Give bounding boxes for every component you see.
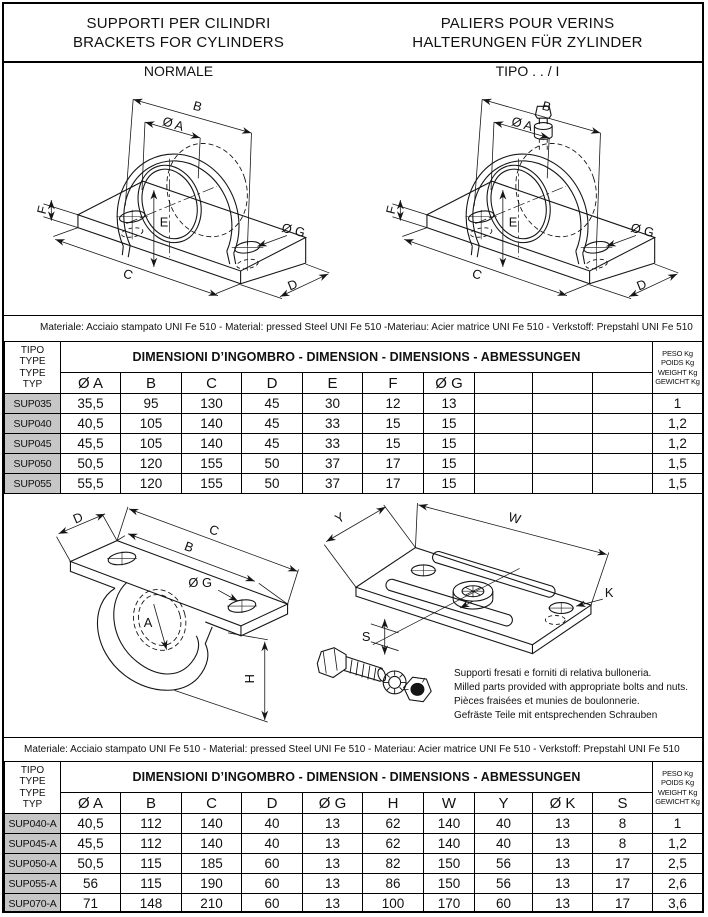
value-cell: 13 (303, 854, 363, 874)
value-cell: 35,5 (61, 394, 121, 414)
drawing-tipo-i-bracket (353, 84, 702, 314)
value-cell: 140 (182, 814, 242, 834)
dim-label-y: Y (332, 509, 348, 527)
variant-label-normale: NORMALE (143, 63, 214, 79)
dim-label-diam-a: Ø A (509, 113, 535, 134)
value-cell: 15 (424, 454, 475, 474)
value-cell: 13 (533, 814, 593, 834)
value-cell: 62 (363, 834, 424, 854)
dim-label-b: B (191, 97, 204, 115)
value-cell: 50 (242, 454, 303, 474)
value-cell: 13 (533, 854, 593, 874)
value-cell: 150 (424, 854, 475, 874)
weight-cell: 1 (653, 814, 703, 834)
dim-label-c: C (470, 265, 484, 283)
value-cell: 170 (424, 894, 475, 914)
value-cell: 37 (303, 454, 363, 474)
title-it-en (4, 4, 353, 61)
title-line-english: BRACKETS FOR CYLINDERS (72, 34, 285, 51)
weight-cell: 1,2 (653, 434, 703, 454)
dim-label-c: C (121, 265, 135, 283)
value-cell: 140 (182, 414, 242, 434)
variant-row (4, 63, 702, 79)
value-cell: 40 (242, 834, 303, 854)
dim-label-h: H (241, 674, 257, 684)
value-cell: 15 (424, 414, 475, 434)
pillow-block-line-art (43, 99, 329, 298)
value-cell: 115 (121, 874, 182, 894)
dim-label-d: D (634, 276, 649, 294)
milled-note-italian: Supporti fresati e forniti di relativa bulloneria. (454, 668, 652, 679)
column-header: D (242, 793, 303, 814)
value-cell: 56 (475, 854, 533, 874)
variant-label-tipo-i: TIPO . . / I (495, 63, 560, 79)
value-cell (593, 474, 653, 494)
value-cell: 50,5 (61, 854, 121, 874)
dim-label-w: W (506, 509, 523, 527)
dimensions-span-header: DIMENSIONI D’INGOMBRO - DIMENSION - DIMENSIONS - ABMESSUNGEN (61, 762, 653, 793)
table-row (5, 414, 703, 434)
value-cell: 50,5 (61, 454, 121, 474)
milled-bracket-line-art (57, 507, 299, 722)
dim-label-b: B (182, 538, 196, 556)
column-header: H (363, 793, 424, 814)
grease-nipple (534, 106, 552, 150)
dim-label-e: E (508, 214, 518, 230)
value-cell: 155 (182, 454, 242, 474)
value-cell (475, 434, 533, 454)
value-cell: 155 (182, 474, 242, 494)
table-row (5, 894, 703, 914)
dim-label-diam-g: Ø G (188, 575, 213, 591)
type-header-line: TYP (22, 379, 43, 390)
value-cell (533, 454, 593, 474)
value-cell: 45 (242, 414, 303, 434)
value-cell: 86 (363, 874, 424, 894)
value-cell: 40 (475, 834, 533, 854)
value-cell (593, 414, 653, 434)
weight-cell: 1,2 (653, 834, 703, 854)
catalog-page (2, 2, 704, 913)
type-cell: SUP040 (5, 414, 61, 434)
value-cell: 150 (424, 874, 475, 894)
value-cell: 56 (61, 874, 121, 894)
value-cell: 15 (424, 434, 475, 454)
type-cell: SUP045 (5, 434, 61, 454)
type-cell: SUP050 (5, 454, 61, 474)
value-cell: 13 (533, 894, 593, 914)
dim-label-e: E (159, 214, 169, 230)
value-cell: 13 (424, 394, 475, 414)
column-header: Ø A (61, 793, 121, 814)
value-cell: 12 (363, 394, 424, 414)
value-cell: 55,5 (61, 474, 121, 494)
dim-label-s: S (361, 628, 371, 644)
column-header (593, 373, 653, 394)
value-cell: 140 (424, 814, 475, 834)
type-header-line: TYPE (19, 356, 46, 367)
value-cell (475, 394, 533, 414)
page-header (4, 4, 702, 63)
value-cell: 60 (242, 894, 303, 914)
value-cell (533, 474, 593, 494)
dimension-labels (383, 98, 656, 294)
title-line-german: HALTERUNGEN FÜR ZYLINDER (412, 34, 643, 51)
value-cell: 60 (242, 874, 303, 894)
value-cell: 60 (242, 854, 303, 874)
value-cell: 71 (61, 894, 121, 914)
value-cell: 13 (303, 894, 363, 914)
table-row (5, 834, 703, 854)
title-line-french: PALIERS POUR VERINS (440, 15, 615, 32)
value-cell: 140 (182, 434, 242, 454)
value-cell: 8 (593, 814, 653, 834)
weight-cell: 2,6 (653, 874, 703, 894)
column-header: Ø K (533, 793, 593, 814)
value-cell: 140 (182, 834, 242, 854)
weight-cell: 1,5 (653, 454, 703, 474)
weight-header-line: WEIGHT Kg (657, 787, 698, 797)
value-cell: 56 (475, 874, 533, 894)
dim-label-a: A (143, 614, 153, 630)
column-header: C (182, 373, 242, 394)
value-cell: 115 (121, 854, 182, 874)
dim-label-d: D (285, 276, 300, 294)
title-fr-de (353, 4, 702, 61)
value-cell: 45,5 (61, 834, 121, 854)
dimension-table-milled (4, 761, 703, 913)
weight-cell: 1,2 (653, 414, 703, 434)
milled-note-french: Pièces fraisées et munies de boulonnerie. (454, 695, 640, 707)
value-cell: 30 (303, 394, 363, 414)
value-cell: 33 (303, 414, 363, 434)
type-cell: SUP070-A (5, 894, 61, 914)
column-header: Ø G (303, 793, 363, 814)
column-header (475, 373, 533, 394)
drawing-normale-bracket (4, 84, 353, 314)
type-header-line: TYPE (19, 776, 46, 787)
column-header: E (303, 373, 363, 394)
bolt-drawing (317, 648, 387, 682)
column-letters-row (5, 373, 703, 394)
dim-label-f: F (33, 204, 51, 216)
value-cell: 13 (533, 834, 593, 854)
dim-label-k: K (604, 585, 614, 601)
dimension-labels (34, 98, 307, 294)
lock-washer-drawing (383, 671, 406, 694)
weight-column-header (653, 342, 703, 394)
value-cell: 95 (121, 394, 182, 414)
value-cell (475, 474, 533, 494)
type-cell: SUP040-A (5, 814, 61, 834)
type-cell: SUP055 (5, 474, 61, 494)
weight-header-line: POIDS Kg (661, 778, 695, 787)
value-cell: 8 (593, 834, 653, 854)
value-cell (533, 414, 593, 434)
column-header: B (121, 373, 182, 394)
column-header: W (424, 793, 475, 814)
value-cell: 45 (242, 394, 303, 414)
value-cell: 82 (363, 854, 424, 874)
value-cell: 17 (593, 854, 653, 874)
value-cell: 40,5 (61, 814, 121, 834)
value-cell: 50 (242, 474, 303, 494)
value-cell: 17 (593, 874, 653, 894)
dim-label-b: B (540, 97, 553, 115)
table-row (5, 814, 703, 834)
value-cell (593, 454, 653, 474)
column-header: Ø G (424, 373, 475, 394)
type-column-header (5, 762, 61, 814)
weight-cell: 1,5 (653, 474, 703, 494)
value-cell: 33 (303, 434, 363, 454)
weight-header-line: WEIGHT Kg (657, 367, 698, 377)
table-row (5, 454, 703, 474)
column-header (533, 373, 593, 394)
type-header-line: TYPE (19, 367, 46, 379)
type-header-line: TIPO (20, 344, 45, 356)
milled-note-german: Gefräste Teile mit entsprechenden Schrauben (454, 709, 658, 721)
value-cell: 40 (475, 814, 533, 834)
value-cell: 148 (121, 894, 182, 914)
weight-cell: 1 (653, 394, 703, 414)
dim-label-d: D (70, 509, 86, 527)
dim-label-c: C (207, 521, 222, 539)
type-cell: SUP055-A (5, 874, 61, 894)
weight-header-line: GEWICHT Kg (655, 797, 700, 806)
value-cell: 185 (182, 854, 242, 874)
column-header: S (593, 793, 653, 814)
table-row (5, 394, 703, 414)
type-cell: SUP035 (5, 394, 61, 414)
value-cell: 40 (242, 814, 303, 834)
pillow-block-line-art (392, 99, 678, 298)
material-note-2: Materiale: Acciaio stampato UNI Fe 510 - Material: pressed Steel UNI Fe 510 - Materiau: Acier matrice UNI Fe 510 - Verkstoff: Prepstahl UNI Fe 510 (4, 737, 702, 755)
value-cell (533, 394, 593, 414)
dim-label-diam-g: Ø G (280, 219, 307, 241)
value-cell: 112 (121, 834, 182, 854)
type-header-line: TYPE (19, 787, 46, 799)
hex-nut-drawing (402, 676, 433, 702)
type-cell: SUP045-A (5, 834, 61, 854)
weight-header-line: PESO Kg (662, 768, 693, 778)
value-cell: 17 (593, 894, 653, 914)
table-row (5, 474, 703, 494)
value-cell: 105 (121, 414, 182, 434)
value-cell: 13 (303, 874, 363, 894)
milled-note-english: Milled parts provided with appropriate bolts and nuts. (454, 681, 689, 693)
type-header-line: TYP (22, 799, 43, 810)
value-cell (593, 434, 653, 454)
value-cell: 40,5 (61, 414, 121, 434)
dimension-table-normale (4, 341, 703, 494)
weight-cell: 2,5 (653, 854, 703, 874)
table-header-row (5, 762, 703, 793)
value-cell: 37 (303, 474, 363, 494)
weight-header-line: PESO Kg (662, 348, 693, 358)
table-row (5, 874, 703, 894)
value-cell: 13 (533, 874, 593, 894)
weight-column-header (653, 762, 703, 814)
value-cell: 100 (363, 894, 424, 914)
value-cell: 13 (303, 834, 363, 854)
value-cell (475, 414, 533, 434)
table-row (5, 854, 703, 874)
value-cell: 130 (182, 394, 242, 414)
value-cell: 13 (303, 814, 363, 834)
weight-cell: 3,6 (653, 894, 703, 914)
value-cell: 62 (363, 814, 424, 834)
value-cell: 15 (363, 434, 424, 454)
material-note-1: Materiale: Acciaio stampato UNI Fe 510 - Material: pressed Steel UNI Fe 510 -Materiau: Acier matrice UNI Fe 510 - Verkstoff: Prepstahl UNI Fe 510 (4, 315, 702, 333)
table-row (5, 434, 703, 454)
value-cell (533, 434, 593, 454)
dim-label-diam-g: Ø G (629, 219, 656, 241)
column-header: D (242, 373, 303, 394)
value-cell: 105 (121, 434, 182, 454)
title-line-italian: SUPPORTI PER CILINDRI (86, 15, 271, 32)
type-cell: SUP050-A (5, 854, 61, 874)
value-cell: 15 (363, 414, 424, 434)
value-cell: 210 (182, 894, 242, 914)
value-cell: 60 (475, 894, 533, 914)
value-cell (593, 394, 653, 414)
value-cell: 15 (424, 474, 475, 494)
column-letters-row (5, 793, 703, 814)
value-cell: 190 (182, 874, 242, 894)
value-cell: 112 (121, 814, 182, 834)
weight-header-line: GEWICHT Kg (655, 377, 700, 386)
column-header: C (182, 793, 242, 814)
milled-parts-note (454, 667, 704, 723)
type-column-header (5, 342, 61, 394)
dim-label-diam-a: Ø A (160, 113, 186, 134)
dim-label-f: F (382, 204, 400, 216)
value-cell: 17 (363, 454, 424, 474)
column-header: B (121, 793, 182, 814)
column-header: Ø A (61, 373, 121, 394)
column-header: F (363, 373, 424, 394)
weight-header-line: POIDS Kg (661, 358, 695, 367)
value-cell: 120 (121, 474, 182, 494)
table-header-row (5, 342, 703, 373)
column-header: Y (475, 793, 533, 814)
value-cell: 17 (363, 474, 424, 494)
value-cell: 45 (242, 434, 303, 454)
type-header-line: TIPO (20, 764, 45, 776)
value-cell: 45,5 (61, 434, 121, 454)
value-cell (475, 454, 533, 474)
dimensions-span-header: DIMENSIONI D’INGOMBRO - DIMENSION - DIMENSIONS - ABMESSUNGEN (61, 342, 653, 373)
value-cell: 140 (424, 834, 475, 854)
value-cell: 120 (121, 454, 182, 474)
